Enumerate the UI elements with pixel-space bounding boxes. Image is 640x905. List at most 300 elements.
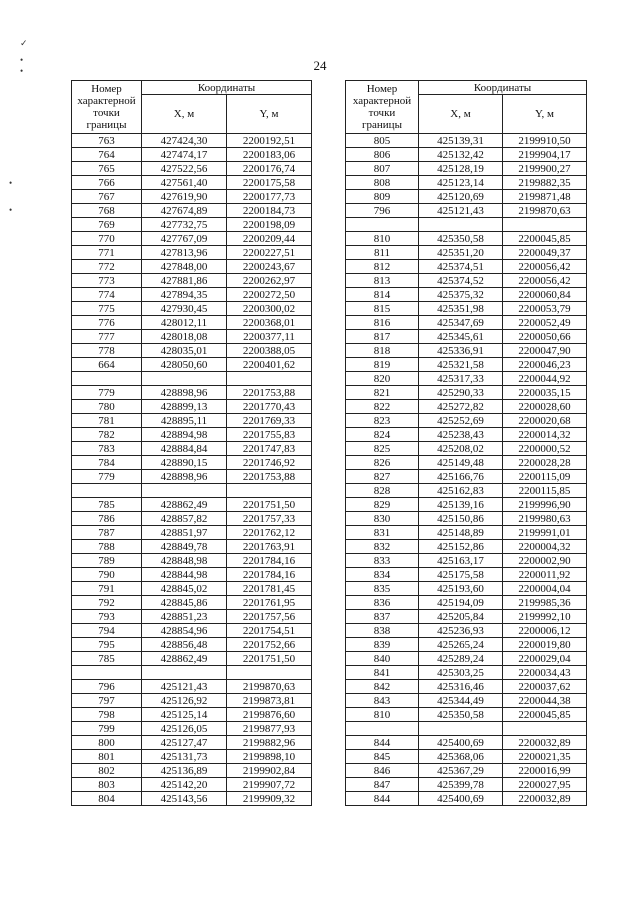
table-row <box>346 540 587 554</box>
point-number-cell <box>72 372 142 386</box>
x-coordinate-cell: 425128,19 <box>419 162 503 176</box>
point-number-cell: 824 <box>346 428 419 442</box>
point-number-cell: 829 <box>346 498 419 512</box>
y-coordinate-cell: 2199910,50 <box>503 134 587 148</box>
table-row <box>346 148 587 162</box>
y-coordinate-cell: 2200037,62 <box>503 680 587 694</box>
table-row <box>72 302 312 316</box>
y-coordinate-cell: 2200027,95 <box>503 778 587 792</box>
table-row <box>72 582 312 596</box>
point-number-cell <box>72 666 142 680</box>
table-row <box>72 484 312 498</box>
table-row <box>72 708 312 722</box>
y-coordinate-cell: 2200019,80 <box>503 638 587 652</box>
point-number-cell: 799 <box>72 722 142 736</box>
x-coordinate-cell: 427930,45 <box>142 302 227 316</box>
point-number-cell: 767 <box>72 190 142 204</box>
x-coordinate-cell: 425148,89 <box>419 526 503 540</box>
point-number-cell: 818 <box>346 344 419 358</box>
x-coordinate-cell: 425303,25 <box>419 666 503 680</box>
y-coordinate-cell: 2200198,09 <box>227 218 312 232</box>
table-row <box>72 372 312 386</box>
point-number-cell: 827 <box>346 470 419 484</box>
y-coordinate-cell: 2200047,90 <box>503 344 587 358</box>
y-coordinate-cell: 2201746,92 <box>227 456 312 470</box>
y-coordinate-cell: 2201762,12 <box>227 526 312 540</box>
table-row <box>72 148 312 162</box>
table-row <box>346 358 587 372</box>
scan-mark: • <box>9 205 13 215</box>
x-coordinate-cell: 425163,17 <box>419 554 503 568</box>
table-row <box>72 764 312 778</box>
coordinates-table-right <box>345 80 587 806</box>
table-row <box>346 778 587 792</box>
x-coordinate-cell: 428845,86 <box>142 596 227 610</box>
table-row <box>72 526 312 540</box>
y-coordinate-cell: 2199900,27 <box>503 162 587 176</box>
table-row <box>346 610 587 624</box>
y-coordinate-cell: 2201754,51 <box>227 624 312 638</box>
point-number-cell: 785 <box>72 498 142 512</box>
x-coordinate-cell: 428898,96 <box>142 470 227 484</box>
y-coordinate-cell: 2200011,92 <box>503 568 587 582</box>
x-coordinate-cell: 425351,98 <box>419 302 503 316</box>
y-coordinate-cell: 2200002,90 <box>503 554 587 568</box>
y-coordinate-cell: 2199882,96 <box>227 736 312 750</box>
table-row <box>346 428 587 442</box>
point-number-cell: 772 <box>72 260 142 274</box>
table-row <box>72 218 312 232</box>
y-coordinate-cell: 2200377,11 <box>227 330 312 344</box>
table-row <box>346 400 587 414</box>
table-row <box>346 596 587 610</box>
point-number-cell: 779 <box>72 386 142 400</box>
table-row <box>72 428 312 442</box>
table-row <box>346 694 587 708</box>
point-number-cell: 842 <box>346 680 419 694</box>
x-coordinate-cell: 425149,48 <box>419 456 503 470</box>
x-coordinate-cell: 425272,82 <box>419 400 503 414</box>
point-number-cell: 845 <box>346 750 419 764</box>
y-coordinate-cell: 2200028,60 <box>503 400 587 414</box>
x-coordinate-cell <box>419 722 503 736</box>
x-coordinate-cell: 425175,58 <box>419 568 503 582</box>
y-coordinate-cell: 2200014,32 <box>503 428 587 442</box>
point-number-cell: 814 <box>346 288 419 302</box>
point-number-header: Номер характерной точки границы <box>346 81 419 134</box>
point-number-cell: 771 <box>72 246 142 260</box>
y-coordinate-cell: 2200262,97 <box>227 274 312 288</box>
point-number-cell: 831 <box>346 526 419 540</box>
point-number-cell: 798 <box>72 708 142 722</box>
x-coordinate-cell: 428012,11 <box>142 316 227 330</box>
y-coordinate-cell: 2200177,73 <box>227 190 312 204</box>
table-row <box>72 400 312 414</box>
point-number-cell: 765 <box>72 162 142 176</box>
y-coordinate-cell: 2200044,38 <box>503 694 587 708</box>
point-number-cell: 788 <box>72 540 142 554</box>
point-number-cell: 764 <box>72 148 142 162</box>
table-row <box>346 736 587 750</box>
point-number-cell: 779 <box>72 470 142 484</box>
y-coordinate-cell: 2201753,88 <box>227 386 312 400</box>
table-row <box>346 316 587 330</box>
x-coordinate-cell: 425208,02 <box>419 442 503 456</box>
table-row <box>72 610 312 624</box>
point-number-cell: 664 <box>72 358 142 372</box>
table-row <box>346 498 587 512</box>
x-coordinate-cell: 425132,42 <box>419 148 503 162</box>
table-row <box>346 470 587 484</box>
table-row <box>72 246 312 260</box>
y-coordinate-cell <box>503 722 587 736</box>
point-number-cell: 841 <box>346 666 419 680</box>
x-coordinate-cell: 428849,78 <box>142 540 227 554</box>
scan-mark: • <box>9 178 13 188</box>
x-coordinate-cell <box>142 484 227 498</box>
table-row <box>346 134 587 148</box>
x-coordinate-cell: 425136,89 <box>142 764 227 778</box>
point-number-cell: 778 <box>72 344 142 358</box>
x-coordinate-cell: 425166,76 <box>419 470 503 484</box>
x-coordinate-cell: 425400,69 <box>419 736 503 750</box>
x-coordinate-cell: 425400,69 <box>419 792 503 806</box>
y-coordinate-cell: 2200050,66 <box>503 330 587 344</box>
table-row <box>72 274 312 288</box>
table-row <box>72 596 312 610</box>
y-coordinate-cell: 2200028,28 <box>503 456 587 470</box>
y-coordinate-cell: 2200004,32 <box>503 540 587 554</box>
point-number-cell: 793 <box>72 610 142 624</box>
point-number-cell: 813 <box>346 274 419 288</box>
table-row <box>72 344 312 358</box>
table-row <box>72 638 312 652</box>
point-number-cell: 801 <box>72 750 142 764</box>
x-coordinate-cell: 428899,13 <box>142 400 227 414</box>
point-number-cell: 802 <box>72 764 142 778</box>
point-number-cell: 768 <box>72 204 142 218</box>
y-coordinate-cell: 2200053,79 <box>503 302 587 316</box>
point-number-cell: 789 <box>72 554 142 568</box>
point-number-cell <box>72 484 142 498</box>
coordinates-header: Координаты <box>419 81 587 95</box>
y-coordinate-cell: 2200021,35 <box>503 750 587 764</box>
table-row <box>72 792 312 806</box>
x-coordinate-cell: 428884,84 <box>142 442 227 456</box>
y-coordinate-cell: 2201781,45 <box>227 582 312 596</box>
point-number-cell: 846 <box>346 764 419 778</box>
point-number-cell: 828 <box>346 484 419 498</box>
y-coordinate-cell: 2201757,33 <box>227 512 312 526</box>
point-number-cell: 810 <box>346 232 419 246</box>
table-row <box>346 526 587 540</box>
table-row <box>346 274 587 288</box>
table-row <box>346 288 587 302</box>
point-number-cell: 830 <box>346 512 419 526</box>
table-row <box>72 680 312 694</box>
point-number-cell: 782 <box>72 428 142 442</box>
table-row <box>346 414 587 428</box>
point-number-cell: 780 <box>72 400 142 414</box>
x-coordinate-cell: 425126,05 <box>142 722 227 736</box>
point-number-cell: 844 <box>346 736 419 750</box>
x-coordinate-cell: 425289,24 <box>419 652 503 666</box>
x-coordinate-cell: 428898,96 <box>142 386 227 400</box>
table-row <box>346 568 587 582</box>
table-row <box>346 624 587 638</box>
table-row <box>72 540 312 554</box>
point-number-cell: 822 <box>346 400 419 414</box>
point-number-cell <box>346 722 419 736</box>
point-number-cell: 777 <box>72 330 142 344</box>
y-coordinate-cell: 2200006,12 <box>503 624 587 638</box>
table-row <box>346 638 587 652</box>
y-coordinate-cell: 2200044,92 <box>503 372 587 386</box>
y-coordinate-cell: 2200209,44 <box>227 232 312 246</box>
point-number-cell: 804 <box>72 792 142 806</box>
y-coordinate-cell <box>227 666 312 680</box>
scan-mark: ✓ <box>20 38 28 48</box>
y-coordinate-cell: 2199873,81 <box>227 694 312 708</box>
x-coordinate-cell: 428018,08 <box>142 330 227 344</box>
y-coordinate-cell: 2200004,04 <box>503 582 587 596</box>
table-row <box>346 302 587 316</box>
x-coordinate-cell: 428050,60 <box>142 358 227 372</box>
x-coordinate-cell: 428851,97 <box>142 526 227 540</box>
x-coordinate-cell: 425347,69 <box>419 316 503 330</box>
x-coordinate-cell: 427848,00 <box>142 260 227 274</box>
point-number-cell: 840 <box>346 652 419 666</box>
x-coordinate-cell <box>142 666 227 680</box>
x-coordinate-cell: 428890,15 <box>142 456 227 470</box>
x-coordinate-cell: 425162,83 <box>419 484 503 498</box>
y-coordinate-cell: 2200032,89 <box>503 792 587 806</box>
table-row <box>72 176 312 190</box>
x-coordinate-cell: 425123,14 <box>419 176 503 190</box>
point-number-cell: 797 <box>72 694 142 708</box>
x-coordinate-cell: 425252,69 <box>419 414 503 428</box>
table-row <box>346 680 587 694</box>
table-row <box>346 512 587 526</box>
x-coordinate-cell: 428844,98 <box>142 568 227 582</box>
point-number-cell: 805 <box>346 134 419 148</box>
point-number-cell: 770 <box>72 232 142 246</box>
y-coordinate-cell: 2199985,36 <box>503 596 587 610</box>
y-coordinate-cell: 2200034,43 <box>503 666 587 680</box>
y-coordinate-cell: 2201770,43 <box>227 400 312 414</box>
x-header: X, м <box>419 95 503 134</box>
point-number-cell: 815 <box>346 302 419 316</box>
x-coordinate-cell: 425121,43 <box>419 204 503 218</box>
table-row <box>346 652 587 666</box>
x-coordinate-cell: 425205,84 <box>419 610 503 624</box>
y-coordinate-cell: 2199992,10 <box>503 610 587 624</box>
x-coordinate-cell: 425139,16 <box>419 498 503 512</box>
point-number-cell: 836 <box>346 596 419 610</box>
point-number-cell: 769 <box>72 218 142 232</box>
table-row <box>72 204 312 218</box>
y-coordinate-cell: 2200115,85 <box>503 484 587 498</box>
y-coordinate-cell: 2200401,62 <box>227 358 312 372</box>
x-coordinate-cell: 425236,93 <box>419 624 503 638</box>
y-coordinate-cell <box>227 484 312 498</box>
x-coordinate-cell: 425336,91 <box>419 344 503 358</box>
y-coordinate-cell: 2199904,17 <box>503 148 587 162</box>
table-row <box>346 372 587 386</box>
coordinates-table-left <box>71 80 312 806</box>
y-coordinate-cell: 2200045,85 <box>503 232 587 246</box>
y-coordinate-cell: 2199996,90 <box>503 498 587 512</box>
x-coordinate-cell: 425290,33 <box>419 386 503 400</box>
y-coordinate-cell: 2200227,51 <box>227 246 312 260</box>
point-number-cell: 810 <box>346 708 419 722</box>
y-coordinate-cell: 2200000,52 <box>503 442 587 456</box>
y-coordinate-cell: 2201755,83 <box>227 428 312 442</box>
table-row <box>346 330 587 344</box>
point-number-cell: 843 <box>346 694 419 708</box>
point-number-cell: 783 <box>72 442 142 456</box>
x-coordinate-cell: 427561,40 <box>142 176 227 190</box>
x-coordinate-cell: 425150,86 <box>419 512 503 526</box>
point-number-cell: 787 <box>72 526 142 540</box>
table-row <box>72 750 312 764</box>
point-number-cell: 817 <box>346 330 419 344</box>
y-coordinate-cell: 2200060,84 <box>503 288 587 302</box>
table-row <box>72 778 312 792</box>
y-coordinate-cell: 2200184,73 <box>227 204 312 218</box>
y-coordinate-cell: 2199876,60 <box>227 708 312 722</box>
y-coordinate-cell: 2200045,85 <box>503 708 587 722</box>
table-row <box>346 764 587 778</box>
y-coordinate-cell: 2199980,63 <box>503 512 587 526</box>
point-number-cell: 785 <box>72 652 142 666</box>
table-row <box>72 498 312 512</box>
point-number-cell: 819 <box>346 358 419 372</box>
x-coordinate-cell: 428845,02 <box>142 582 227 596</box>
x-coordinate-cell: 427474,17 <box>142 148 227 162</box>
y-coordinate-cell: 2200272,50 <box>227 288 312 302</box>
point-number-cell: 834 <box>346 568 419 582</box>
table-row <box>346 246 587 260</box>
table-row <box>346 554 587 568</box>
y-coordinate-cell: 2199907,72 <box>227 778 312 792</box>
x-coordinate-cell: 425316,46 <box>419 680 503 694</box>
x-coordinate-cell: 425345,61 <box>419 330 503 344</box>
x-coordinate-cell: 425126,92 <box>142 694 227 708</box>
y-coordinate-cell: 2201747,83 <box>227 442 312 456</box>
point-number-cell: 794 <box>72 624 142 638</box>
table-row <box>72 358 312 372</box>
y-coordinate-cell: 2199898,10 <box>227 750 312 764</box>
y-header: Y, м <box>227 95 312 134</box>
point-number-cell: 835 <box>346 582 419 596</box>
point-number-cell: 795 <box>72 638 142 652</box>
table-row <box>72 330 312 344</box>
table-row <box>346 750 587 764</box>
x-coordinate-cell: 425265,24 <box>419 638 503 652</box>
x-coordinate-cell: 425374,52 <box>419 274 503 288</box>
x-coordinate-cell: 425317,33 <box>419 372 503 386</box>
x-coordinate-cell: 428856,48 <box>142 638 227 652</box>
point-number-cell: 839 <box>346 638 419 652</box>
x-coordinate-cell: 425350,58 <box>419 232 503 246</box>
y-coordinate-cell: 2201761,95 <box>227 596 312 610</box>
y-coordinate-cell: 2199909,32 <box>227 792 312 806</box>
point-number-cell: 806 <box>346 148 419 162</box>
table-row <box>72 134 312 148</box>
point-number-cell: 803 <box>72 778 142 792</box>
x-header: X, м <box>142 95 227 134</box>
table-row <box>72 512 312 526</box>
table-row <box>72 288 312 302</box>
y-coordinate-cell: 2201752,66 <box>227 638 312 652</box>
point-number-cell: 796 <box>346 204 419 218</box>
y-header: Y, м <box>503 95 587 134</box>
point-number-cell: 786 <box>72 512 142 526</box>
y-coordinate-cell: 2199882,35 <box>503 176 587 190</box>
table-row <box>72 260 312 274</box>
table-row <box>72 736 312 750</box>
point-number-cell: 775 <box>72 302 142 316</box>
table-row <box>346 386 587 400</box>
y-coordinate-cell: 2201769,33 <box>227 414 312 428</box>
x-coordinate-cell: 428862,49 <box>142 498 227 512</box>
x-coordinate-cell: 425127,47 <box>142 736 227 750</box>
y-coordinate-cell: 2201757,56 <box>227 610 312 624</box>
point-number-cell: 837 <box>346 610 419 624</box>
y-coordinate-cell: 2200243,67 <box>227 260 312 274</box>
table-row <box>72 386 312 400</box>
y-coordinate-cell <box>503 218 587 232</box>
y-coordinate-cell: 2200020,68 <box>503 414 587 428</box>
table-row <box>72 414 312 428</box>
x-coordinate-cell: 428862,49 <box>142 652 227 666</box>
y-coordinate-cell: 2200056,42 <box>503 274 587 288</box>
x-coordinate-cell: 425152,86 <box>419 540 503 554</box>
y-coordinate-cell: 2200368,01 <box>227 316 312 330</box>
point-number-cell: 773 <box>72 274 142 288</box>
y-coordinate-cell: 2200192,51 <box>227 134 312 148</box>
point-number-cell: 825 <box>346 442 419 456</box>
table-row <box>346 708 587 722</box>
point-number-cell: 809 <box>346 190 419 204</box>
x-coordinate-cell: 425121,43 <box>142 680 227 694</box>
table-row <box>72 652 312 666</box>
point-number-cell <box>346 218 419 232</box>
point-number-cell: 833 <box>346 554 419 568</box>
page-number: 24 <box>313 58 327 73</box>
x-coordinate-cell: 427767,09 <box>142 232 227 246</box>
table-row <box>346 232 587 246</box>
point-number-cell: 816 <box>346 316 419 330</box>
x-coordinate-cell: 425131,73 <box>142 750 227 764</box>
table-row <box>346 162 587 176</box>
point-number-cell: 766 <box>72 176 142 190</box>
x-coordinate-cell: 427674,89 <box>142 204 227 218</box>
x-coordinate-cell: 427894,35 <box>142 288 227 302</box>
y-coordinate-cell: 2201753,88 <box>227 470 312 484</box>
x-coordinate-cell: 428851,23 <box>142 610 227 624</box>
y-coordinate-cell: 2200049,37 <box>503 246 587 260</box>
table-row <box>346 484 587 498</box>
y-coordinate-cell: 2200052,49 <box>503 316 587 330</box>
point-number-cell: 790 <box>72 568 142 582</box>
y-coordinate-cell: 2200388,05 <box>227 344 312 358</box>
x-coordinate-cell: 428894,98 <box>142 428 227 442</box>
y-coordinate-cell: 2199870,63 <box>227 680 312 694</box>
table-row <box>346 722 587 736</box>
x-coordinate-cell: 425193,60 <box>419 582 503 596</box>
